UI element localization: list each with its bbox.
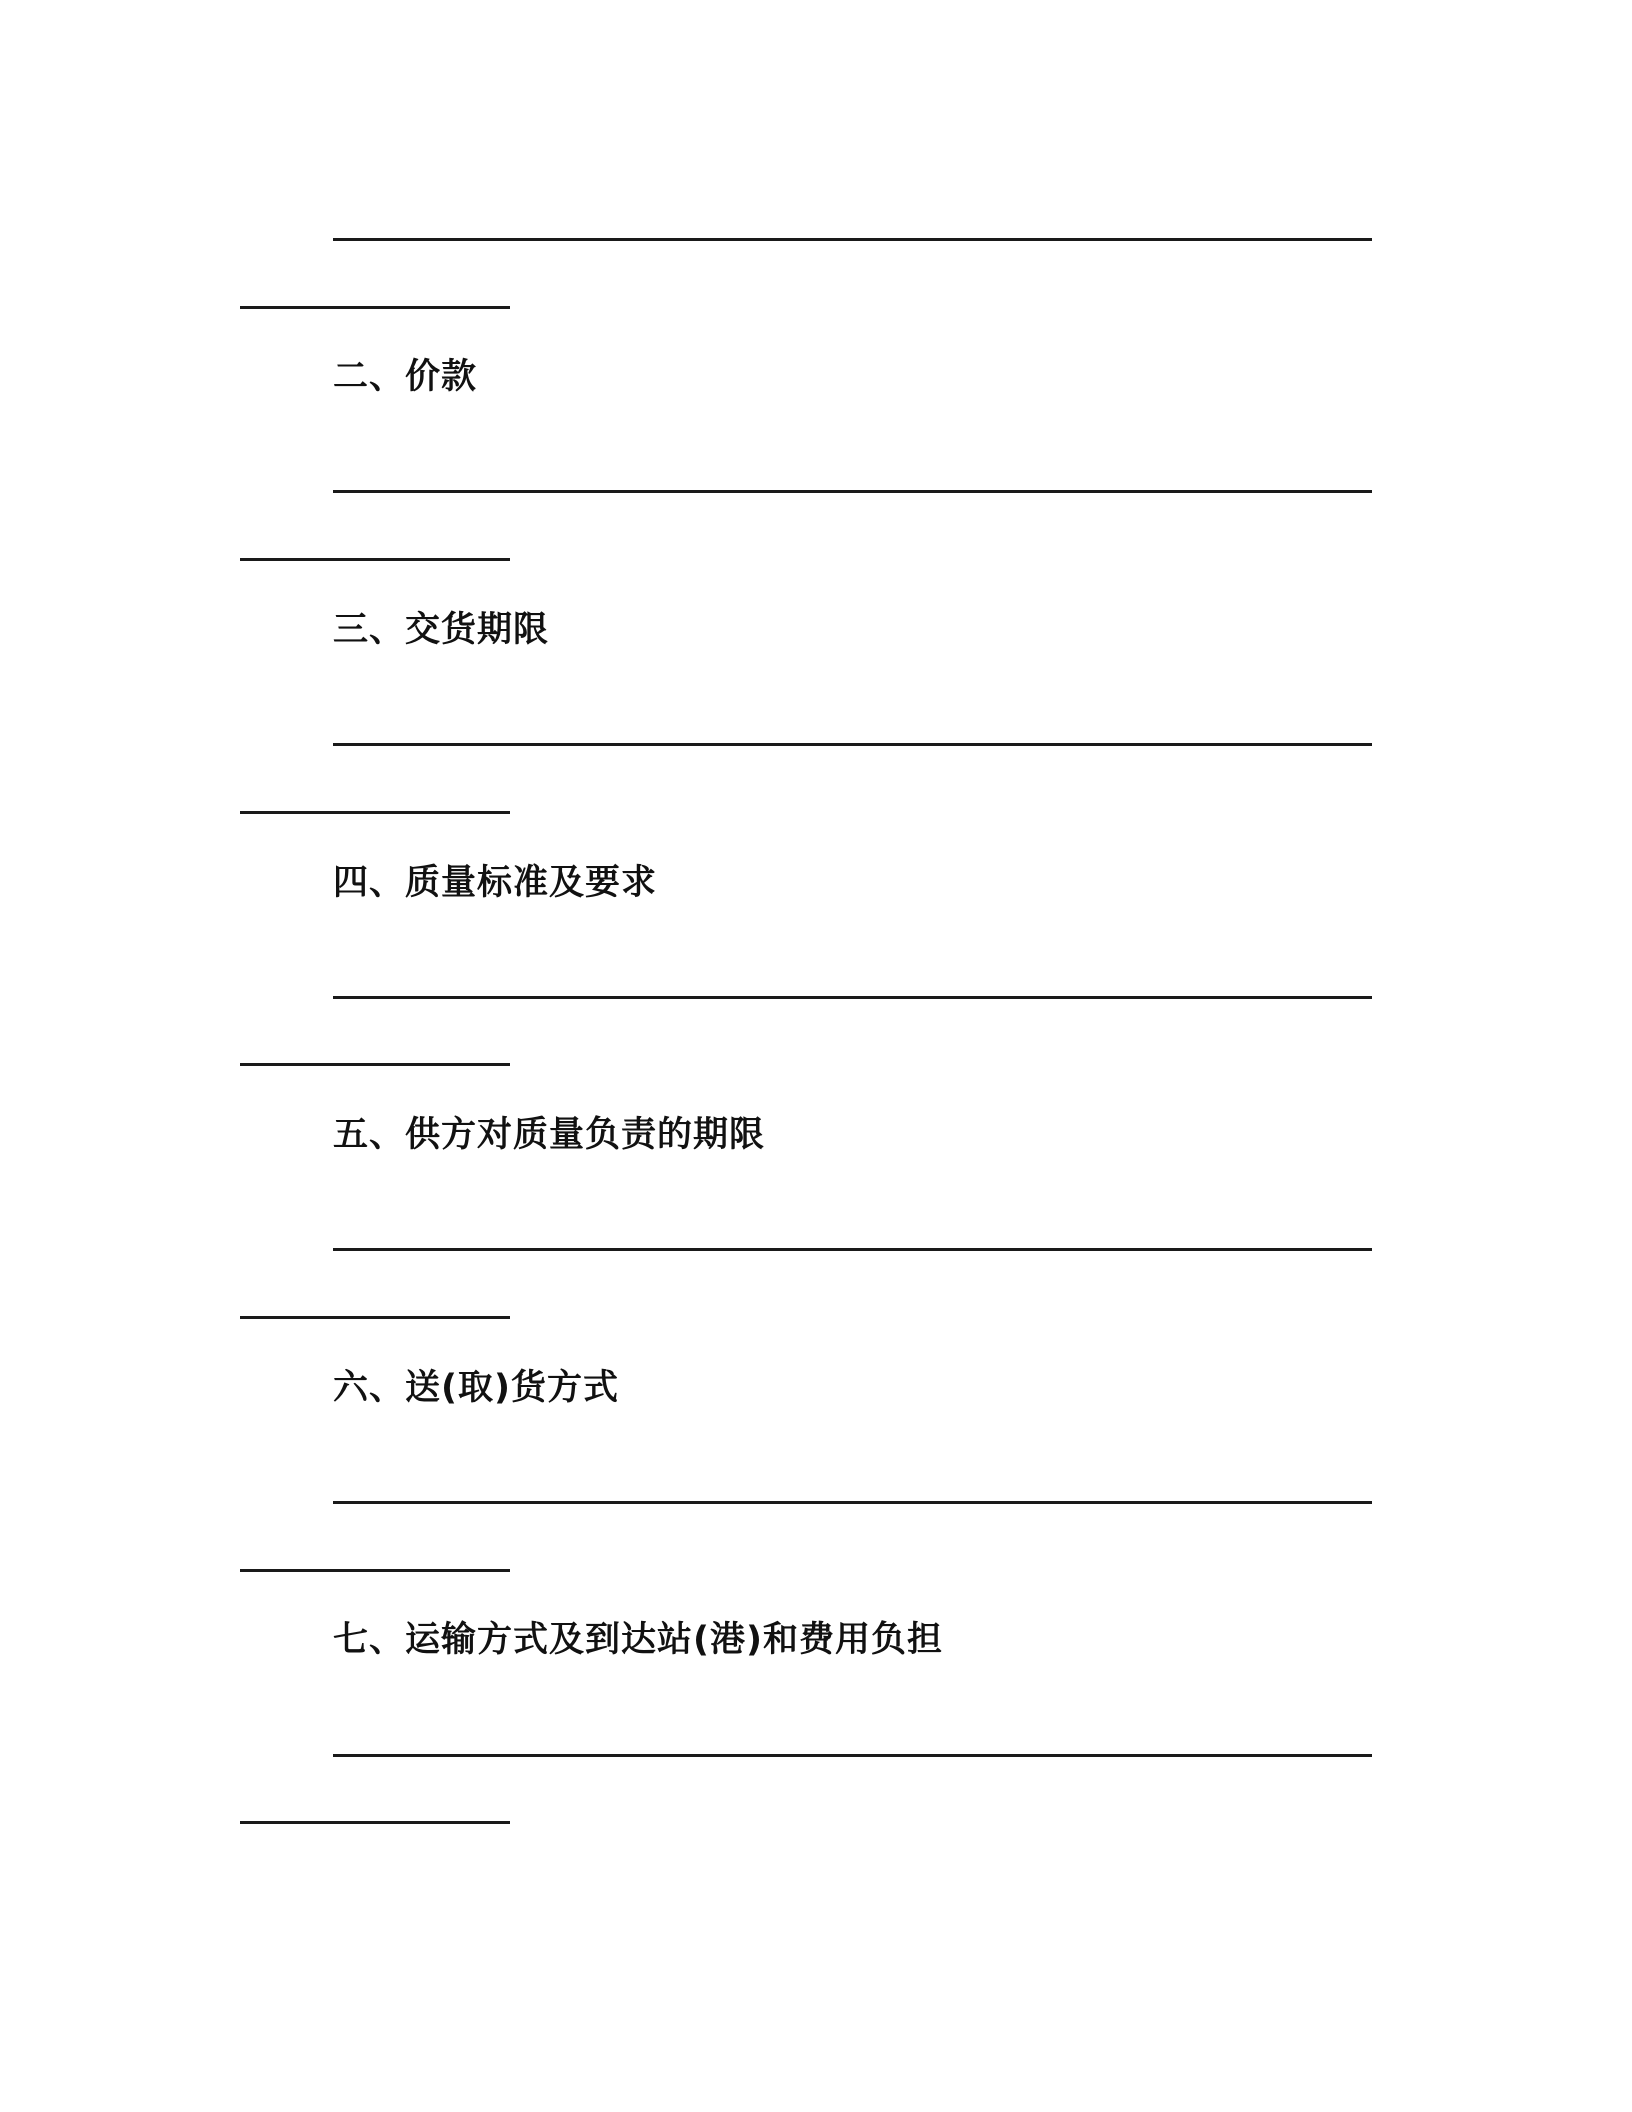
fill-in-blank-line-continuation <box>240 1821 510 1824</box>
fill-in-blank-line-continuation <box>240 306 510 309</box>
section-heading-quality-standard: 四、质量标准及要求 <box>333 863 658 903</box>
fill-in-blank-line-continuation <box>240 1569 510 1572</box>
section-heading-price: 二、价款 <box>333 357 478 397</box>
fill-in-blank-line <box>333 1754 1372 1757</box>
fill-in-blank-line <box>333 1248 1372 1251</box>
section-heading-transport-and-costs: 七、运输方式及到达站(港)和费用负担 <box>333 1620 943 1660</box>
fill-in-blank-line-continuation <box>240 1316 510 1319</box>
fill-in-blank-line <box>333 996 1372 999</box>
fill-in-blank-line-continuation <box>240 558 510 561</box>
fill-in-blank-line-continuation <box>240 1063 510 1066</box>
fill-in-blank-line <box>333 238 1372 241</box>
fill-in-blank-line <box>333 1501 1372 1504</box>
section-heading-quality-liability-period: 五、供方对质量负责的期限 <box>333 1115 766 1155</box>
fill-in-blank-line <box>333 743 1372 746</box>
fill-in-blank-line <box>333 490 1372 493</box>
fill-in-blank-line-continuation <box>240 811 510 814</box>
section-heading-delivery-term: 三、交货期限 <box>333 610 550 650</box>
section-heading-delivery-method: 六、送(取)货方式 <box>333 1368 619 1408</box>
